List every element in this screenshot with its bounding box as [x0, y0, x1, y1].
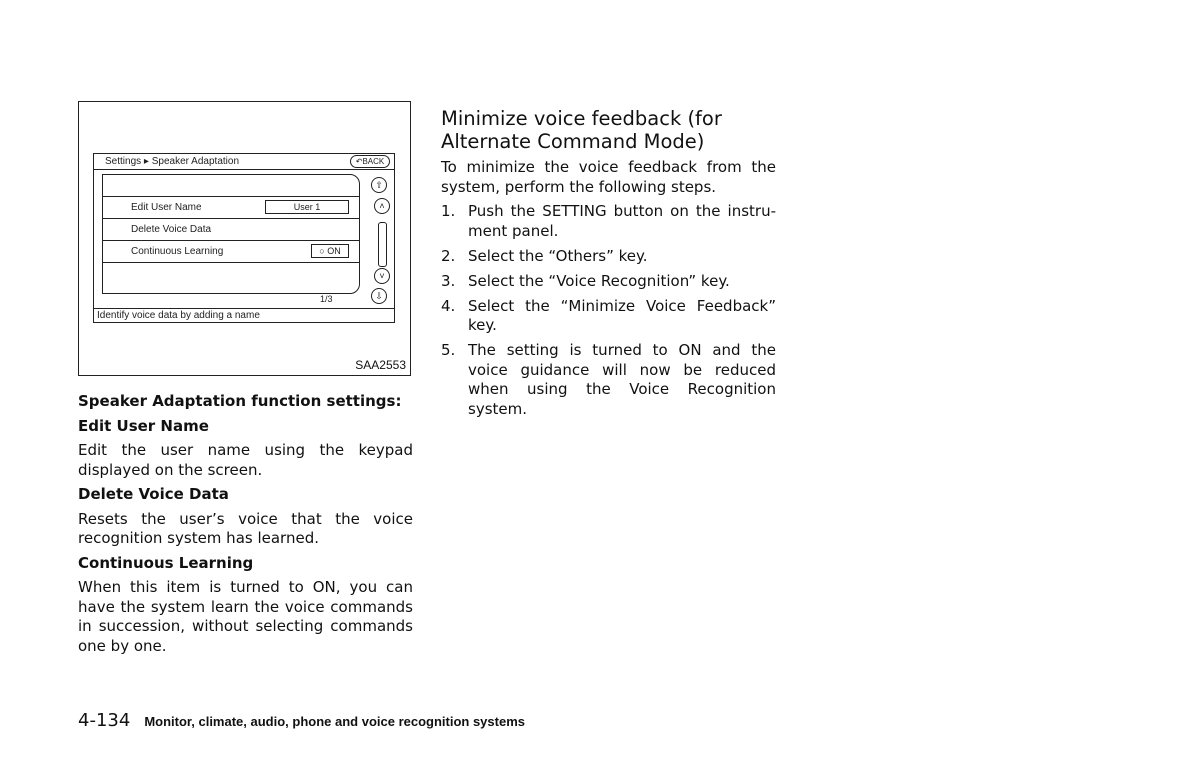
list-item-label: Continuous Learning [131, 246, 224, 257]
paragraph-continuous-learning: When this item is turned to ON, you can have the system learn the voice commands in succession, without selecting commands one by one. [78, 578, 413, 655]
page-number: 4-134 [78, 710, 131, 731]
list-item-continuous-learning[interactable] [103, 241, 359, 263]
step-text: Select the “Minimize Voice Feedback” key. [468, 296, 776, 334]
step-number: 3. [441, 271, 456, 290]
back-button[interactable] [350, 155, 390, 168]
screen-divider [94, 169, 394, 170]
screen-divider [94, 308, 394, 309]
subheading-delete-voice-data: Delete Voice Data [78, 485, 229, 503]
page-indicator: 1/3 [320, 294, 333, 304]
step-number: 5. [441, 341, 456, 359]
step-item [441, 341, 776, 419]
screen-hint: Identify voice data by adding a name [97, 310, 260, 321]
chapter-title: Monitor, climate, audio, phone and voice recognition systems [144, 714, 525, 729]
page-down-icon[interactable]: ⇩ [371, 288, 387, 304]
user-name-field[interactable]: User 1 [265, 200, 349, 214]
list-item-delete-voice-data[interactable] [103, 219, 359, 241]
step-text: The setting is turned to ON and the voice guidance will now be reduced when using the Voice Recognition system. [468, 341, 776, 418]
right-column [441, 107, 776, 425]
intro-paragraph: To minimize the voice feedback from the system, perform the following steps. [441, 158, 776, 196]
step-item [441, 272, 776, 292]
back-arrow-icon: ↶ [355, 157, 363, 166]
screen-illustration [78, 101, 411, 376]
on-indicator[interactable]: ○ ON [311, 244, 349, 258]
scroll-down-icon[interactable]: ˅ [374, 268, 390, 284]
scrollbar[interactable] [378, 222, 387, 267]
step-item [441, 202, 776, 241]
subheading-edit-user-name: Edit User Name [78, 416, 209, 435]
step-item [441, 247, 776, 267]
paragraph-delete-voice-data: Resets the user’s voice that the voice recognition system has learned. [78, 509, 413, 547]
step-item [441, 297, 776, 336]
back-label: BACK [362, 157, 385, 166]
step-number: 4. [441, 296, 456, 315]
display-screen [93, 153, 395, 323]
indicator-dot-icon: ○ [319, 246, 328, 256]
list-item-edit-user-name[interactable] [103, 197, 359, 219]
paragraph-edit-user-name: Edit the user name using the keypad displayed on the screen. [78, 441, 413, 479]
left-column [78, 392, 413, 656]
page-footer [78, 710, 525, 731]
step-text: Select the “Others” key. [468, 246, 648, 265]
settings-list [102, 174, 360, 294]
step-text: Push the SETTING button on the instrument panel. [468, 202, 776, 240]
scroll-up-icon[interactable]: ˄ [374, 198, 390, 214]
steps-list [441, 202, 776, 419]
figure-code: SAA2553 [355, 358, 406, 372]
screen-breadcrumb: Settings ▸ Speaker Adaptation [105, 156, 239, 167]
page-up-icon[interactable]: ⇧ [371, 177, 387, 193]
list-item-label: Delete Voice Data [131, 224, 212, 235]
section-title: Minimize voice feedback (for Alternate Command Mode) [441, 107, 722, 153]
step-text: Select the “Voice Recognition” key. [468, 271, 730, 290]
section-heading: Speaker Adaptation function settings: [78, 392, 402, 410]
step-number: 1. [441, 202, 456, 220]
step-number: 2. [441, 246, 456, 265]
list-item-label: Edit User Name [131, 202, 202, 213]
list-row-blank [103, 175, 359, 197]
subheading-continuous-learning: Continuous Learning [78, 553, 254, 572]
